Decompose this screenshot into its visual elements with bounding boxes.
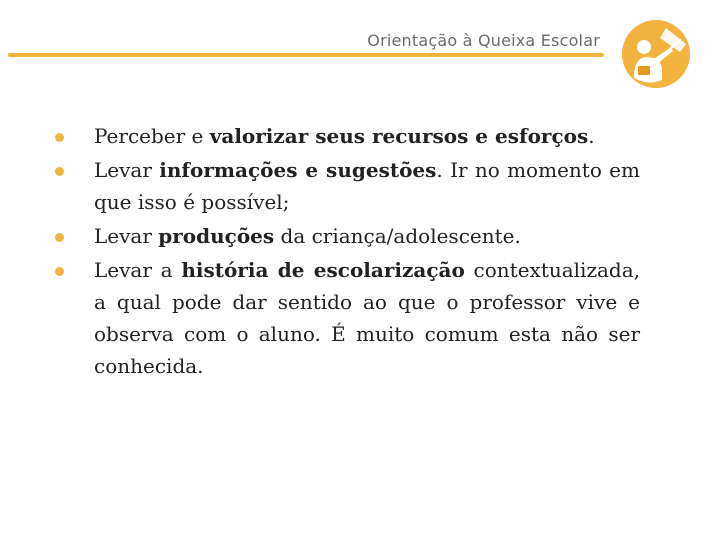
bullet-text: da criança/adolescente. bbox=[274, 224, 521, 248]
bullet-text: contextualizada, a qual pode dar sentido ao que o professor vive e observa com o aluno. É muito comum esta não ser conhecida. bbox=[94, 258, 640, 378]
bullet-dot-icon bbox=[55, 133, 64, 142]
header-title: Orientação à Queixa Escolar bbox=[367, 31, 600, 50]
teacher-pointing-icon bbox=[620, 18, 692, 90]
bullet-text-bold: informações e sugestões bbox=[159, 158, 437, 182]
bullet-item bbox=[52, 154, 640, 218]
bullet-text: . bbox=[588, 124, 595, 148]
bullet-dot-icon bbox=[55, 233, 64, 242]
bullet-text: Levar a bbox=[94, 258, 182, 282]
bullet-list bbox=[52, 120, 640, 384]
bullet-text-bold: história de escolarização bbox=[181, 258, 465, 282]
bullet-text: Perceber e bbox=[94, 124, 210, 148]
bullet-text: Levar bbox=[94, 224, 159, 248]
bullet-dot-icon bbox=[55, 267, 64, 276]
header-divider bbox=[8, 53, 604, 57]
bullet-text-bold: valorizar seus recursos e esforços bbox=[209, 124, 589, 148]
bullet-item bbox=[52, 254, 640, 382]
bullet-dot-icon bbox=[55, 167, 64, 176]
bullet-item bbox=[52, 220, 640, 252]
bullet-text: Levar bbox=[94, 158, 160, 182]
bullet-text-bold: produções bbox=[158, 224, 275, 248]
bullet-item bbox=[52, 120, 640, 152]
bullet-text: . Ir no momento em que isso é possível; bbox=[94, 158, 640, 214]
